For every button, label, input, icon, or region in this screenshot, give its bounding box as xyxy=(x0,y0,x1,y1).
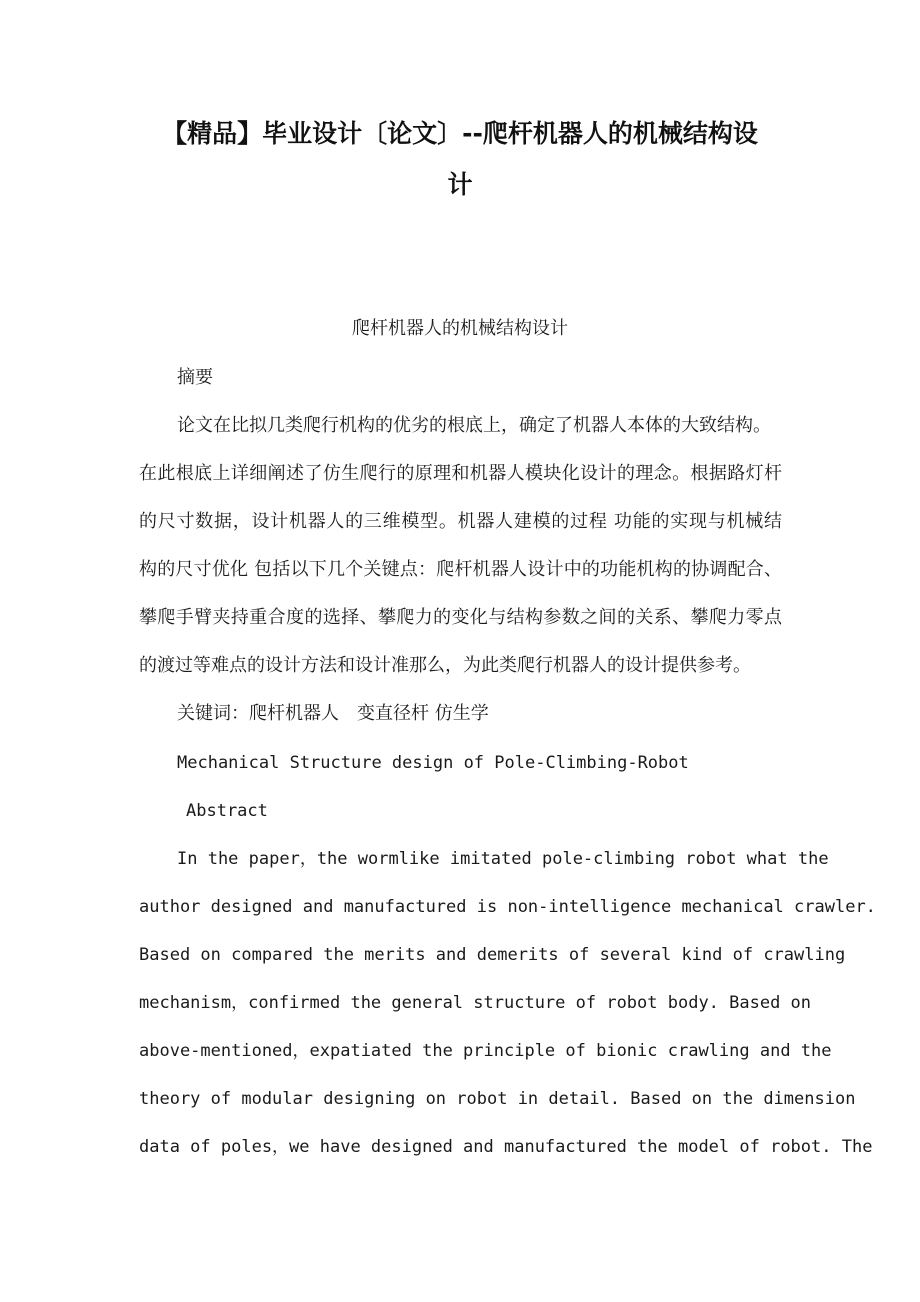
english-title: Mechanical Structure design of Pole-Climbing-Robot xyxy=(177,753,689,773)
abstract-en-line: above-mentioned，expatiated the principle of bionic crawling and the xyxy=(139,1041,832,1061)
keywords-cn: 关键词：爬杆机器人 变直径杆 仿生学 xyxy=(177,703,489,724)
abstract-en-line: theory of modular designing on robot in detail. Based on the dimension xyxy=(139,1089,856,1109)
abstract-cn-line: 的尺寸数据，设计机器人的三维模型。机器人建模的过程 功能的实现与机械结 xyxy=(139,511,782,532)
abstract-cn-line: 论文在比拟几类爬行机构的优劣的根底上，确定了机器人本体的大致结构。 xyxy=(177,415,771,436)
abstract-cn-line: 攀爬手臂夹持重合度的选择、攀爬力的变化与结构参数之间的关系、攀爬力零点 xyxy=(139,607,782,628)
abstract-en-line: mechanism，confirmed the general structure of robot body. Based on xyxy=(139,993,812,1013)
abstract-en-line: data of poles，we have designed and manufactured the model of robot. The xyxy=(139,1137,873,1157)
abstract-heading-cn: 摘要 xyxy=(177,367,213,388)
abstract-en-line: In the paper，the wormlike imitated pole-climbing robot what the xyxy=(177,849,829,869)
abstract-heading-en: Abstract xyxy=(186,801,268,821)
abstract-cn-line: 的渡过等难点的设计方法和设计准那么，为此类爬行机器人的设计提供参考。 xyxy=(139,655,751,676)
document-title-line-2: 计 xyxy=(447,170,473,199)
chinese-subtitle: 爬杆机器人的机械结构设计 xyxy=(352,318,568,339)
abstract-en-line: Based on compared the merits and demerits of several kind of crawling xyxy=(139,945,846,965)
abstract-en-line: author designed and manufactured is non-intelligence mechanical crawler. xyxy=(139,897,876,917)
abstract-cn-line: 构的尺寸优化 包括以下几个关键点：爬杆机器人设计中的功能机构的协调配合、 xyxy=(139,559,782,580)
abstract-cn-line: 在此根底上详细阐述了仿生爬行的原理和机器人模块化设计的理念。根据路灯杆 xyxy=(139,463,782,484)
document-title-line-1: 【精品】毕业设计〔论文〕--爬杆机器人的机械结构设 xyxy=(162,119,758,148)
